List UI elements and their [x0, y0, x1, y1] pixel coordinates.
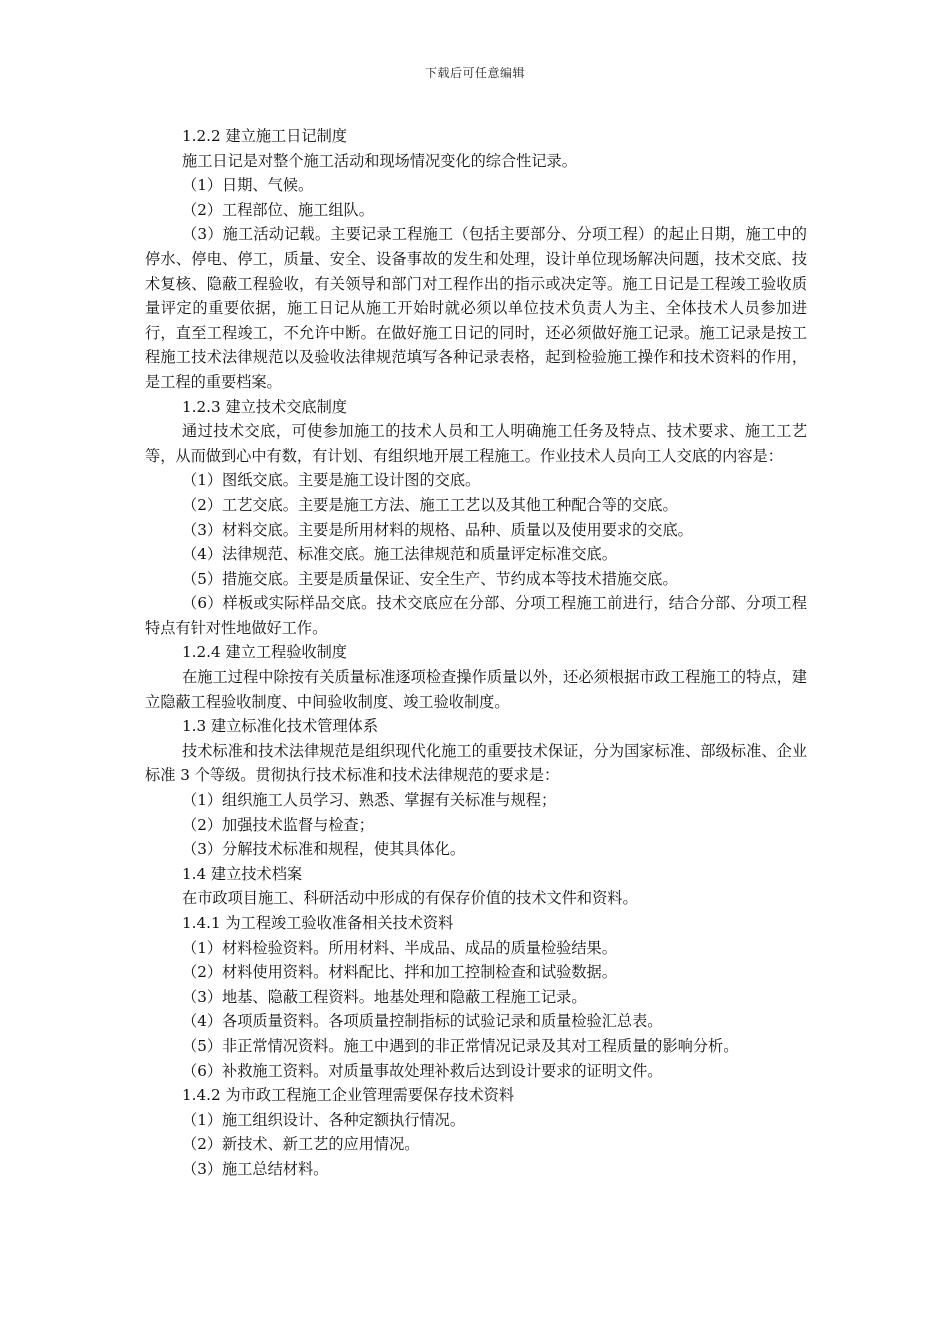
section-heading-1-2-3: 1.2.3 建立技术交底制度 — [182, 397, 347, 416]
list-item: （1）施工组织设计、各种定额执行情况。 — [182, 1110, 466, 1129]
section-heading-1-2-4: 1.2.4 建立工程验收制度 — [182, 643, 347, 662]
paragraph: 在市政项目施工、科研活动中形成的有保存价值的技术文件和资料。 — [182, 889, 638, 908]
document-body — [145, 124, 807, 1182]
list-item: （2）新技术、新工艺的应用情况。 — [182, 1135, 420, 1154]
list-item: （3）材料交底。主要是所用材料的规格、品种、质量以及使用要求的交底。 — [182, 520, 693, 539]
section-heading-1-4-2: 1.4.2 为市政工程施工企业管理需要保存技术资料 — [182, 1086, 515, 1105]
list-item: （2）工程部位、施工组队。 — [182, 200, 374, 219]
page-header: 下载后可任意编辑 — [424, 66, 525, 80]
list-item: （3）施工总结材料。 — [182, 1159, 329, 1178]
list-item: （5）非正常情况资料。施工中遇到的非正常情况记录及其对工程质量的影响分析。 — [182, 1036, 739, 1055]
list-item: （1）组织施工人员学习、熟悉、掌握有关标准与规程； — [182, 791, 557, 810]
list-item: （1）图纸交底。主要是施工设计图的交底。 — [182, 471, 481, 490]
paragraph: 施工日记是对整个施工活动和现场情况变化的综合性记录。 — [182, 151, 577, 170]
list-item: （1）日期、气候。 — [182, 176, 314, 195]
list-item: （2）工艺交底。主要是施工方法、施工工艺以及其他工种配合等的交底。 — [182, 495, 678, 514]
paragraph: 在施工过程中除按有关质量标准逐项检查操作质量以外，还必须根据市政工程施工的特点，建立隐蔽工程验收制度、中间验收制度、竣工验收制度。 — [145, 668, 807, 711]
list-item: （4）法律规范、标准交底。施工法律规范和质量评定标准交底。 — [182, 545, 617, 564]
list-item: （5）措施交底。主要是质量保证、安全生产、节约成本等技术措施交底。 — [182, 569, 678, 588]
list-item: （3）施工活动记载。主要记录工程施工（包括主要部分、分项工程）的起止日期，施工中的停水、停电、停工，质量、安全、设备事故的发生和处理，设计单位现场解决问题，技术交底、技术复核、隐蔽工程验收，有关领导和部门对工程作出的指示或决定等。施工日记是工程竣工验收质量评定的重要依据，施工日记从施工开始时就必须以单位技术负责人为主、全体技术人员参加进行，直至工程竣工，不允许中断。在做好施工日记的同时，还必须做好施工记录。施工记录是按工程施工技术法律规范以及验收法律规范填写各种记录表格，起到检验施工操作和技术资料的作用，是工程的重要档案。 — [145, 225, 807, 391]
section-heading-1-4: 1.4 建立技术档案 — [182, 864, 303, 883]
section-heading-1-3: 1.3 建立标准化技术管理体系 — [182, 717, 379, 736]
paragraph: 通过技术交底，可使参加施工的技术人员和工人明确施工任务及特点、技术要求、施工工艺等，从而做到心中有数，有计划、有组织地开展工程施工。作业技术人员向工人交底的内容是： — [145, 422, 807, 465]
list-item: （6）样板或实际样品交底。技术交底应在分部、分项工程施工前进行，结合分部、分项工程特点有针对性地做好工作。 — [145, 594, 807, 637]
list-item: （3）地基、隐蔽工程资料。地基处理和隐蔽工程施工记录。 — [182, 987, 587, 1006]
list-item: （2）加强技术监督与检查； — [182, 815, 374, 834]
list-item: （1）材料检验资料。所用材料、半成品、成品的质量检验结果。 — [182, 938, 617, 957]
section-heading-1-2-2: 1.2.2 建立施工日记制度 — [182, 127, 347, 145]
paragraph: 技术标准和技术法律规范是组织现代化施工的重要技术保证，分为国家标准、部级标准、企业标准 3 个等级。贯彻执行技术标准和技术法律规范的要求是： — [145, 741, 807, 785]
list-item: （2）材料使用资料。材料配比、拌和加工控制检查和试验数据。 — [182, 963, 617, 982]
list-item: （3）分解技术标准和规程，使其具体化。 — [182, 840, 466, 859]
list-item: （6）补救施工资料。对质量事故处理补救后达到设计要求的证明文件。 — [182, 1061, 663, 1080]
section-heading-1-4-1: 1.4.1 为工程竣工验收准备相关技术资料 — [182, 914, 454, 932]
list-item: （4）各项质量资料。各项质量控制指标的试验记录和质量检验汇总表。 — [182, 1012, 663, 1031]
